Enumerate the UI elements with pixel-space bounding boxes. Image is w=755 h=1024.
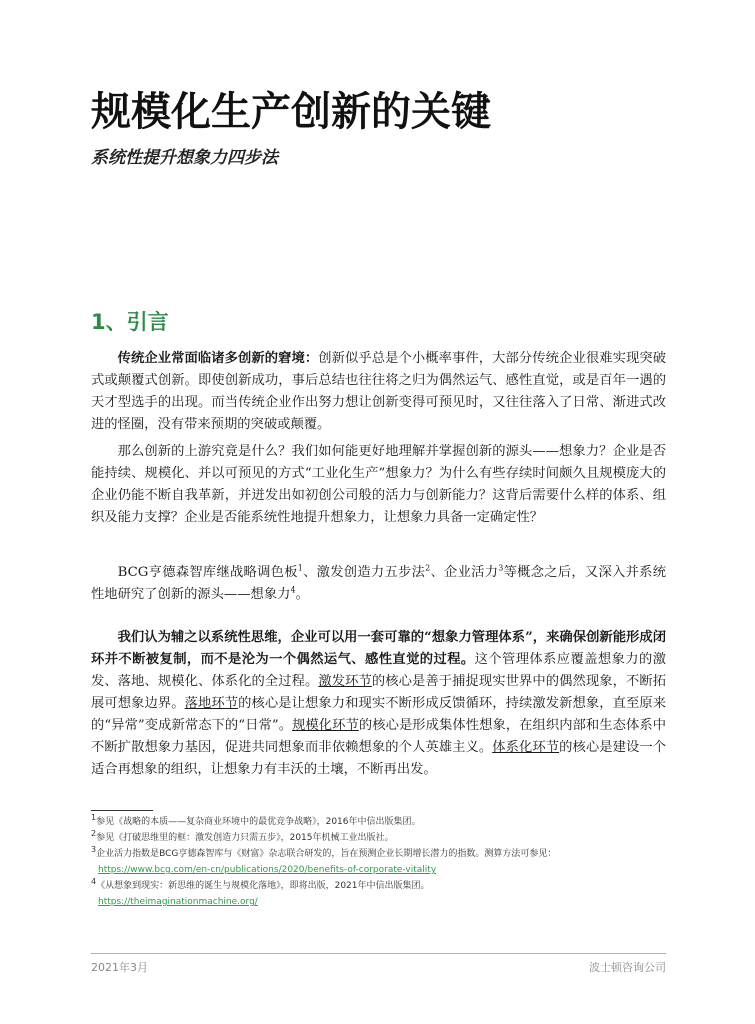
text-segment: 的核心是让想象力和现实不断形成反馈循环，持续激发新想象，直至原来的“异常”变成新常态下的“日常”。 (91, 696, 667, 733)
section-heading-introduction: 1、引言 (91, 310, 169, 334)
footnotes (91, 814, 666, 910)
text-segment: 等概念之后，又深入并系统性地研究了创新的源头——想象力 (91, 565, 666, 602)
footnote-text: 参见《打破思维里的框：激发创造力只需五步》，2015年机械工业出版社。 (96, 833, 394, 843)
footnote-4-link[interactable]: https://theimaginationmachine.org/ (98, 897, 258, 907)
footnote-3 (91, 846, 666, 862)
paragraph-lead-bold: 传统企业常面临诸多创新的窘境： (117, 351, 319, 366)
text-segment: BCG亨德森智库继战略调色板 (117, 565, 298, 580)
footnote-ref-3[interactable]: 3 (498, 563, 504, 573)
footnote-divider (91, 810, 153, 811)
footnote-1 (91, 814, 666, 830)
document-title: 规模化生产创新的关键 (91, 89, 491, 135)
text-segment: 。 (295, 587, 309, 602)
footer-company: 波士顿咨询公司 (589, 961, 666, 974)
footnote-4 (91, 878, 666, 894)
footnote-ref-4[interactable]: 4 (290, 585, 296, 595)
footnote-ref-2[interactable]: 2 (425, 563, 431, 573)
text-segment: 、激发创造力五步法 (302, 565, 426, 580)
text-segment: 这个管理体系应覆盖想象力的激发、落地、规模化、体系化的全过程。 (91, 652, 667, 689)
footnote-number: 4 (91, 877, 97, 886)
footnote-number: 2 (91, 829, 97, 838)
text-segment: 的核心是建设一个适合再想象的组织，让想象力有丰沃的土壤，不断再出发。 (91, 740, 667, 777)
keyword-stimulation: 激发环节 (318, 674, 372, 689)
footer-date: 2021年3月 (91, 961, 148, 974)
paragraph-challenges (91, 348, 666, 436)
keyword-scaling: 规模化环节 (292, 718, 359, 733)
paragraph-questions: 那么创新的上游究竟是什么？我们如何能更好地理解并掌握创新的源头——想象力？企业是否能持续、规模化、并以可预见的方式“工业化生产”想象力？为什么有些存续时间颇久且规模庞大的企业仍能不断自我革新，并迸发出如初创公司般的活力与创新能力？这背后需要什么样的体系、组织及能力支撑？企业是否能系统性地提升想象力，让想象力具备一定确定性？ (91, 444, 666, 525)
text-segment: 、企业活力 (430, 565, 499, 580)
footnote-number: 3 (91, 845, 97, 854)
footnote-number: 1 (91, 813, 97, 822)
footnote-3-link[interactable]: https://www.bcg.com/en-cn/publications/2020/benefits-of-corporate-vitality (98, 865, 437, 875)
footnote-text: 《从想象到现实：新思维的诞生与规模化落地》，即将出版，2021年中信出版集团。 (96, 881, 430, 891)
text-segment: 的核心是善于捕捉现实世界中的偶然现象，不断拓展可想象边界。 (91, 674, 667, 711)
document-subtitle: 系统性提升想象力四步法 (91, 148, 278, 168)
footnote-text: 参见《战略的本质——复杂商业环境中的最优竞争战略》，2016年中信出版集团。 (96, 817, 421, 827)
footnote-text: 企业活力指数是BCG亨德森智库与《财富》杂志联合研发的，旨在预测企业长期增长潜力的指数。测算方法可参见： (96, 849, 557, 859)
paragraph-bcg-research (91, 562, 666, 606)
paragraph-lead-bold: 我们认为辅之以系统性思维，企业可以用一套可靠的“想象力管理体系”，来确保创新能形成闭环并不断被复制，而不是沦为一个偶然运气、感性直觉的过程。 (91, 630, 666, 667)
keyword-landing: 落地环节 (184, 696, 239, 711)
paragraph-management-system (91, 627, 666, 781)
footer-divider (91, 953, 666, 954)
paragraph-body: 创新似乎总是个小概率事件，大部分传统企业很难实现突破式或颠覆式创新。即使创新成功，事后总结也往往将之归为偶然运气、感性直觉，或是百年一遇的天才型选手的出现。而当传统企业作出努力想让创新变得可预见时，又往往落入了日常、渐进式改进的怪圈，没有带来预期的突破或颠覆。 (91, 351, 667, 432)
text-segment: 的核心是形成集体性想象，在组织内部和生态体系中不断扩散想象力基因，促进共同想象而非依赖想象的个人英雄主义。 (91, 718, 667, 755)
footnote-ref-1[interactable]: 1 (297, 563, 303, 573)
keyword-systematization: 体系化环节 (492, 740, 560, 755)
footnote-2 (91, 830, 666, 846)
